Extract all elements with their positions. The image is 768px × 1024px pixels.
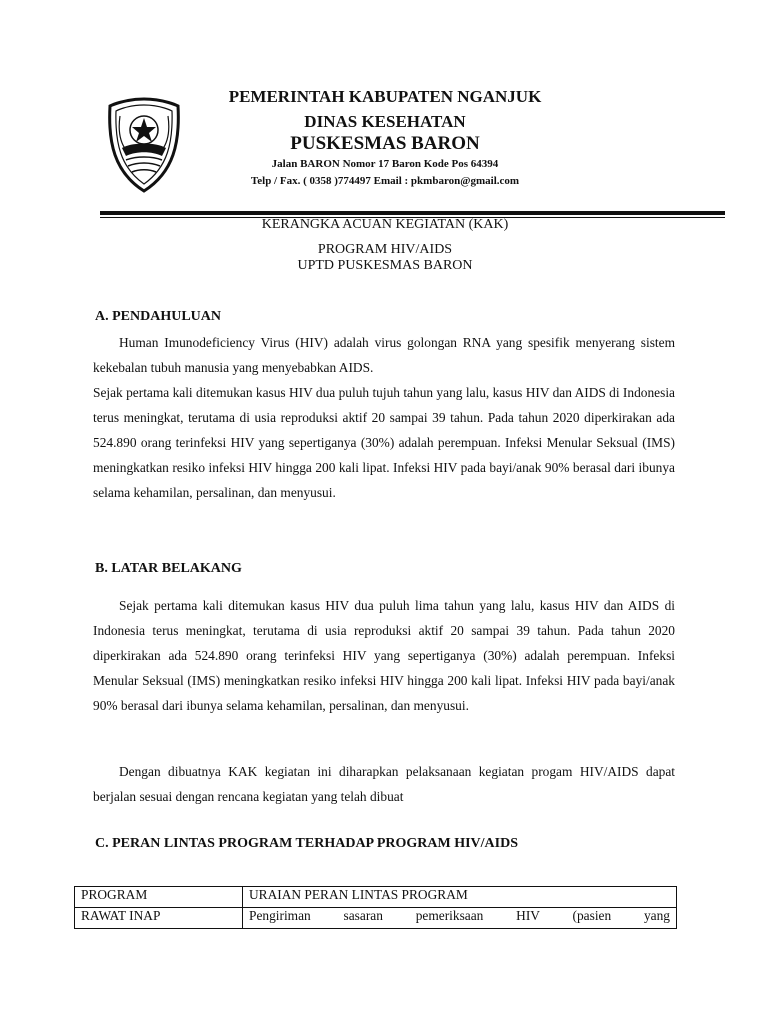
- document-title: KERANGKA ACUAN KEGIATAN (KAK): [261, 217, 509, 232]
- table-header-cell: URAIAN PERAN LINTAS PROGRAM: [243, 887, 677, 908]
- kabupaten-logo-icon: [106, 96, 182, 194]
- section-b-paragraph-1: Sejak pertama kali ditemukan kasus HIV dua puluh lima tahun yang lalu, kasus HIV dan AIDS di Indonesia terus meningkat, terutama di usia reproduksi aktif 20 sampai 39 tahun. Pada tahun 2020 diperkirakan ada 524.890 orang terinfeksi HIV yang sepertiganya (30%) adalah perempuan. Infeksi Menular Seksual (IMS) meningkatkan resiko infeksi HIV hingga 200 kali lipat. Infeksi HIV pada bayi/anak 90% berasal dari ibunya selama kehamilan, persalinan, dan menyusui.: [93, 598, 675, 713]
- table-cell: RAWAT INAP: [75, 908, 243, 929]
- header-address: Jalan BARON Nomor 17 Baron Kode Pos 64394: [271, 158, 499, 170]
- header-puskesmas: PUSKESMAS BARON: [290, 133, 480, 154]
- table-row: [75, 908, 677, 929]
- header-department: DINAS KESEHATAN: [304, 112, 466, 131]
- table-header-row: [75, 887, 677, 908]
- program-role-table: [74, 886, 677, 929]
- section-a-heading: A. PENDAHULUAN: [95, 309, 221, 324]
- table-header-cell: PROGRAM: [75, 887, 243, 908]
- section-b-paragraph-2: Dengan dibuatnya KAK kegiatan ini diharapkan pelaksanaan kegiatan progam HIV/AIDS dapat berjalan sesuai dengan rencana kegiatan yang telah dibuat: [93, 764, 675, 804]
- table-cell: Pengiriman sasaran pemeriksaan HIV (pasien yang: [243, 908, 677, 929]
- section-b-heading: B. LATAR BELAKANG: [95, 561, 242, 576]
- document-program: PROGRAM HIV/AIDS: [317, 242, 453, 257]
- letterhead-divider-thick: [100, 211, 725, 215]
- section-c-heading: C. PERAN LINTAS PROGRAM TERHADAP PROGRAM HIV/AIDS: [95, 836, 519, 851]
- section-a-paragraph-1: Human Imunodeficiency Virus (HIV) adalah virus golongan RNA yang spesifik menyerang sistem kekebalan tubuh manusia yang menyebabkan AIDS.: [93, 335, 675, 375]
- section-a-paragraph-2: Sejak pertama kali ditemukan kasus HIV dua puluh tujuh tahun yang lalu, kasus HIV dan AIDS di Indonesia terus meningkat, terutama di usia reproduksi aktif 20 sampai 39 tahun. Pada tahun 2020 diperkirakan ada 524.890 orang terinfeksi HIV yang sepertiganya (30%) adalah perempuan. Infeksi Menular Seksual (IMS) meningkatkan resiko infeksi HIV hingga 200 kali lipat. Infeksi HIV pada bayi/anak 90% berasal dari ibunya selama kehamilan, persalinan, dan menyusui.: [93, 385, 675, 500]
- header-government: PEMERINTAH KABUPATEN NGANJUK: [228, 87, 542, 106]
- document-unit: UPTD PUSKESMAS BARON: [297, 258, 473, 273]
- header-contact: Telp / Fax. ( 0358 )774497 Email : pkmbaron@gmail.com: [250, 175, 520, 187]
